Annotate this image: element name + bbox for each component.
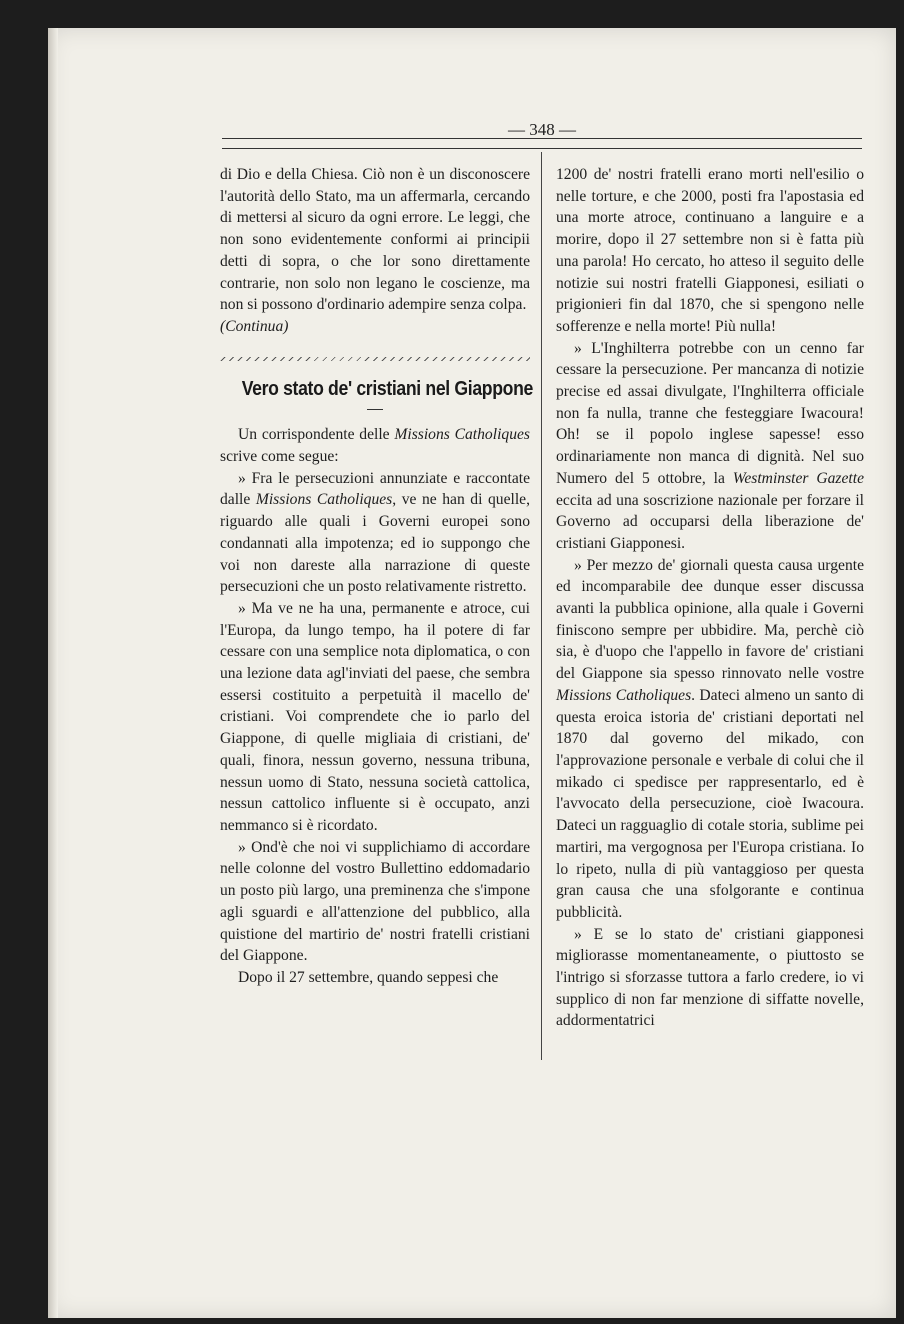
column-divider — [541, 152, 542, 1060]
right-paragraph-3 — [556, 555, 864, 924]
intro-text: Un corrispondente delle — [238, 426, 395, 444]
left-paragraph-5: Dopo il 27 settembre, quando seppesi che — [238, 968, 499, 986]
page-header — [222, 118, 862, 152]
article-title: Vero stato de' cristiani nel Giappone — [241, 376, 533, 400]
rp3-text: » Per mezzo de' giornali questa causa urgente ed incomparabile dee dunque esser discussa avanti la pubblica opinione, alla quale i Governi finiscono sempre per ubbidire. Ma, perchè ciò sia, è d'uopo che l'appello in favore de' cristiani del Giappone sia spesso rinnovato nelle vostre — [556, 556, 864, 683]
right-column — [556, 164, 864, 1032]
p2-source: Missions Catholiques — [255, 491, 393, 509]
left-paragraph-3: » Ma ve ne ha una, permanente e atroce, cui l'Europa, da lungo tempo, ha il potere di far cessare con una semplice nota diplomatica, o con una lezione data agl'inviati del paese, che sembra essersi costituito a perpetuità il macello de' cristiani. Voi comprendete che io parlo del Giappone, di quelle migliaia di cristiani, de' quali, finora, nessun governo, nessuna tribuna, nessun uomo di Stato, nessuna società cattolica, nessun cattolico influente si è occupato, anzi nemmanco si è ricordato. — [220, 599, 530, 834]
section-divider — [220, 352, 530, 366]
right-paragraph-2 — [556, 338, 864, 555]
intro-source: Missions Catholiques — [394, 426, 530, 444]
continua-label: (Continua) — [220, 317, 289, 335]
page-number: — 348 — — [508, 120, 576, 139]
intro-paragraph — [220, 424, 530, 467]
right-paragraph-1: 1200 de' nostri fratelli erano morti nell'esilio o nelle torture, e che 2000, posti fra l'apostasia ed una morte atroce, continuano a languire e a morire, dopo il 27 settembre non si è fatta più una parola! Ho cercato, ho atteso il seguito delle notizie sui nostri fratelli Giapponesi, esiliati o prigionieri fin dal 1870, che si spengono nelle sofferenze e nella morte! Più nulla! — [556, 166, 864, 335]
rp2-source: Westminster Gazette — [732, 469, 864, 487]
p2-text-end: , ve ne han di quelle, riguardo alle quali i Governi europei sono condannati alla impotenza; ed io suppongo che voi non dareste alla narrazione di queste persecuzioni che un posto relativamente ristretto. — [220, 491, 530, 596]
title-dash — [367, 409, 383, 410]
intro-text-end: scrive come segue: — [220, 448, 339, 466]
rp2-text-end: eccita ad una soscrizione nazionale per forzare il Governo ad occuparsi della liberazione de' cristiani Giapponesi. — [556, 491, 864, 552]
rp2-text: » L'Inghilterra potrebbe con un cenno far cessare la persecuzione. Per mancanza di notizie precise ed assai divulgate, l'Inghilterra officiale non fa nulla, tranne che festeggiare Iwacoura! Oh! se il popolo inglese sapesse! esso ordinariamente non manca di dignità. Nel suo Numero del 5 ottobre, la — [556, 339, 864, 487]
left-column — [220, 164, 533, 989]
p2-text: » Fra le persecuzioni annunziate e raccontate dalle — [220, 469, 530, 509]
page-left-edge — [48, 28, 58, 1318]
left-paragraph-2 — [220, 468, 530, 598]
rp3-text-end: . Dateci almeno un santo di questa eroica istoria de' cristiani deportati nel 1870 dal governo del mikado, con l'approvazione personale e verbale di colui che il mikado ci spedisce per rappresentarlo, ed è l'avvocato della persecuzione, cioè Iwacoura. Dateci un ragguaglio di cotale storia, sublime pei martiri, ma vergognosa per l'Europa cristiana. Io lo ripeto, nulla di più vantaggioso per questa gran causa che una sfolgorante e continua pubblicità. — [556, 686, 864, 921]
rp3-source: Missions Catholiques — [556, 686, 692, 704]
left-paragraph-1: di Dio e della Chiesa. Ciò non è un disconoscere l'autorità dello Stato, ma un affermarla, cercando di mettersi al sicuro da ogni errore. Le leggi, che non sono evidentemente conformi ai principii detti di sopra, o che lor sono direttamente contrarie, non solo non legano le coscienze, ma non si possono d'ordinario adempire senza colpa. — [220, 166, 530, 314]
left-paragraph-4: » Ond'è che noi vi supplichiamo di accordare nelle colonne del vostro Bullettino eddomadario un posto più largo, una preminenza che s'impone agli sguardi e all'attenzione del pubblico, alla quistione del martirio de' nostri fratelli cristiani del Giappone. — [220, 838, 530, 965]
header-rule-lower — [222, 148, 862, 149]
right-paragraph-4: » E se lo stato de' cristiani giapponesi migliorasse momentaneamente, o piuttosto se l'intrigo si sforzasse tuttora a farlo credere, io vi supplico di non far menzione di siffatte novelle, addormentatrici — [556, 925, 864, 1030]
